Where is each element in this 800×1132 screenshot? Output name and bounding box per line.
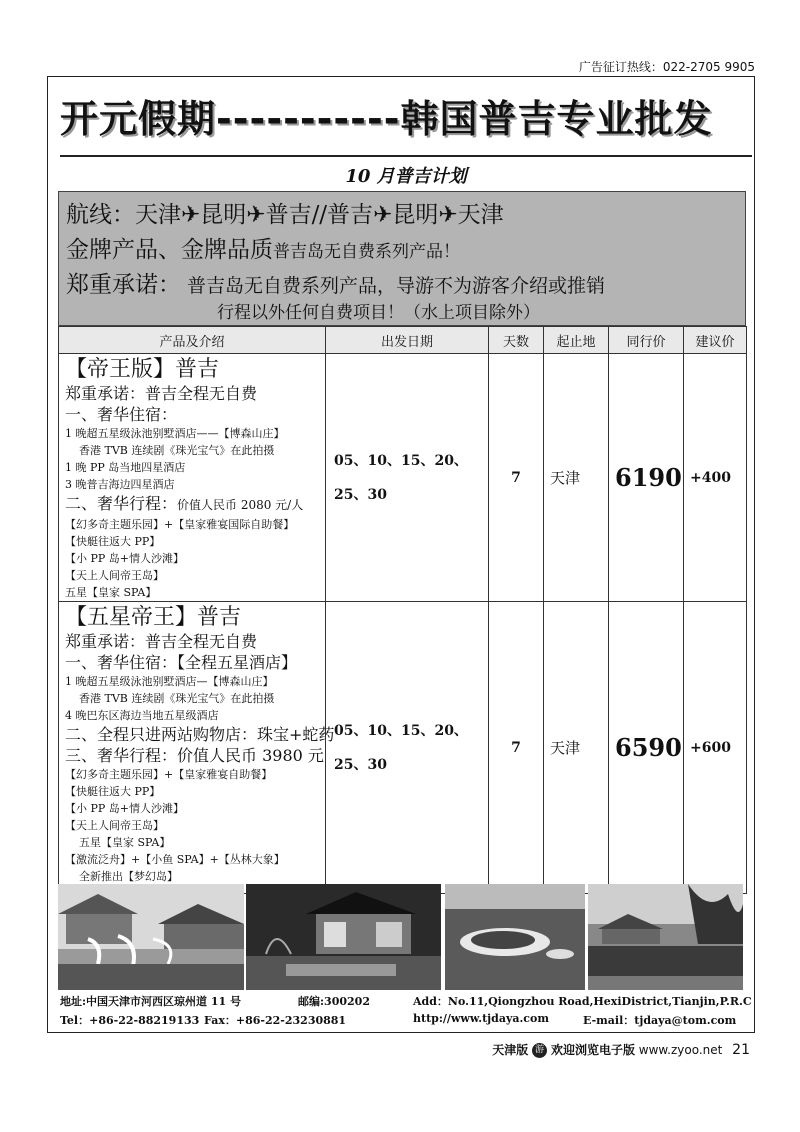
tour-line: 五星【皇家 SPA】 bbox=[65, 586, 157, 599]
dates-line: 25、30 bbox=[334, 486, 387, 503]
product-table bbox=[58, 326, 747, 894]
table-header-row bbox=[59, 327, 747, 354]
hotel-title: 一、奢华住宿：【全程五星酒店】 bbox=[65, 653, 298, 672]
page-footer-info bbox=[480, 1041, 750, 1058]
col-header-price: 同行价 bbox=[609, 327, 684, 354]
plane-icon: ✈ bbox=[438, 202, 458, 228]
price-cell: 6190 bbox=[609, 354, 684, 602]
welcome-text: 欢迎浏览电子版 bbox=[550, 1043, 635, 1057]
route-stop: 普吉//普吉 bbox=[265, 202, 374, 228]
product-promise: 郑重承诺：普吉全程无自费 bbox=[65, 384, 258, 403]
days-cell: 7 bbox=[489, 602, 544, 894]
origin-cell: 天津 bbox=[544, 602, 609, 894]
gold-product-line bbox=[66, 231, 460, 264]
tour-line: 【幻多奇主题乐园】+【皇家雅宴国际自助餐】 bbox=[65, 518, 295, 531]
edition-label: 天津版 bbox=[492, 1043, 529, 1057]
pool-fountain-image bbox=[58, 884, 244, 990]
tour-line: 【小 PP 岛+情人沙滩】 bbox=[65, 552, 185, 565]
detail-line: 香港 TVB 连续剧《珠光宝气》在此拍摄 bbox=[79, 444, 275, 457]
product-cell bbox=[59, 602, 335, 894]
col-header-dates: 出发日期 bbox=[326, 327, 489, 354]
hotel-title: 一、奢华住宿： bbox=[65, 405, 178, 424]
promise-label: 郑重承诺： bbox=[66, 272, 181, 298]
promise-text-1: 普吉岛无自费系列产品，导游不为游客介绍或推销 bbox=[187, 275, 606, 297]
title-divider bbox=[60, 155, 752, 157]
plane-icon: ✈ bbox=[373, 202, 393, 228]
col-header-origin: 起止地 bbox=[544, 327, 609, 354]
route-stop: 天津 bbox=[457, 202, 504, 228]
zyoo-logo-icon: 游 bbox=[532, 1043, 547, 1058]
product-name: 【帝王版】普吉 bbox=[65, 357, 220, 382]
gold-big-text: 金牌产品、金牌品质 bbox=[66, 237, 273, 263]
promise-line-2: 行程以外任何自费项目！（水上项目除外） bbox=[217, 303, 540, 323]
tour-title bbox=[65, 493, 321, 516]
resort-pool-photo bbox=[588, 884, 743, 990]
dates-cell bbox=[326, 602, 489, 894]
tour-line: 【快艇往返大 PP】 bbox=[65, 785, 161, 798]
plane-icon: ✈ bbox=[181, 202, 201, 228]
shop-line: 二、全程只进两站购物店：珠宝+蛇药 bbox=[65, 725, 335, 744]
resort-pool-image bbox=[588, 884, 743, 990]
route-stop: 昆明 bbox=[392, 202, 439, 228]
table-row bbox=[59, 354, 747, 602]
page-title: 开元假期-----------韩国普吉专业批发 bbox=[60, 97, 713, 141]
suggested-price-cell: +400 bbox=[684, 354, 747, 602]
website-link[interactable]: http://www.tjdaya.com bbox=[413, 1012, 549, 1025]
product-name: 【五星帝王】普吉 bbox=[65, 605, 242, 630]
route-line bbox=[66, 196, 504, 229]
tour-line: 五星【皇家 SPA】 bbox=[79, 836, 171, 849]
fax: Fax：+86-22-23230881 bbox=[204, 1014, 347, 1027]
island-aerial-photo bbox=[445, 884, 585, 990]
promise-line-1 bbox=[66, 266, 605, 299]
detail-line: 3 晚普吉海边四星酒店 bbox=[65, 478, 175, 491]
tour-line: 【小 PP 岛+情人沙滩】 bbox=[65, 802, 185, 815]
page-number: 21 bbox=[732, 1042, 750, 1058]
suggested-price-cell: +600 bbox=[684, 602, 747, 894]
col-header-suggested: 建议价 bbox=[684, 327, 747, 354]
origin-cell: 天津 bbox=[544, 354, 609, 602]
detail-line: 1 晚超五星级泳池别墅酒店——【博森山庄】 bbox=[65, 427, 285, 440]
plane-icon: ✈ bbox=[246, 202, 266, 228]
detail-line: 香港 TVB 连续剧《珠光宝气》在此拍摄 bbox=[79, 692, 275, 705]
island-aerial-image bbox=[445, 884, 585, 990]
site-link[interactable]: www.zyoo.net bbox=[638, 1043, 723, 1057]
tour-title-text: 二、奢华行程： bbox=[65, 494, 178, 513]
route-label: 航线： bbox=[66, 202, 135, 228]
days-cell: 7 bbox=[489, 354, 544, 602]
postcode: 邮编:300202 bbox=[298, 995, 370, 1008]
tour-line: 【快艇往返大 PP】 bbox=[65, 535, 161, 548]
product-promise: 郑重承诺：普吉全程无自费 bbox=[65, 632, 258, 651]
villa-night-image bbox=[246, 884, 441, 990]
route-stop: 昆明 bbox=[200, 202, 247, 228]
plan-subtitle: 10 月普吉计划 bbox=[345, 166, 467, 187]
table-row bbox=[59, 602, 747, 894]
dates-line: 05、10、15、20、 bbox=[334, 722, 468, 739]
product-cell bbox=[59, 354, 326, 602]
pool-fountain-photo bbox=[58, 884, 244, 990]
detail-line: 1 晚超五星级泳池别墅酒店—【博森山庄】 bbox=[65, 675, 274, 688]
villa-night-photo bbox=[246, 884, 441, 990]
detail-line: 1 晚 PP 岛当地四星酒店 bbox=[65, 461, 186, 474]
ad-hotline: 广告征订热线：022-2705 9905 bbox=[578, 60, 755, 74]
dates-line: 25、30 bbox=[334, 756, 387, 773]
tour-title: 三、奢华行程：价值人民币 3980 元 bbox=[65, 746, 324, 765]
tour-line: 【幻多奇主题乐园】+【皇家雅宴自助餐】 bbox=[65, 768, 273, 781]
gold-small-text: 普吉岛无自费系列产品！ bbox=[273, 242, 460, 262]
col-header-product: 产品及介绍 bbox=[59, 327, 326, 354]
price-cell: 6590 bbox=[609, 602, 684, 894]
address-cn: 地址:中国天津市河西区琼州道 11 号 bbox=[60, 995, 242, 1008]
col-header-days: 天数 bbox=[489, 327, 544, 354]
address-en: Add：No.11,Qiongzhou Road,HexiDistrict,Tianjin,P.R.C bbox=[413, 995, 752, 1008]
telephone: Tel：+86-22-88219133 bbox=[60, 1014, 200, 1027]
dates-line: 05、10、15、20、 bbox=[334, 452, 468, 469]
email-link[interactable]: E-mail：tjdaya@tom.com bbox=[583, 1014, 737, 1027]
tour-line: 全新推出【梦幻岛】 bbox=[79, 870, 178, 883]
detail-line: 4 晚巴东区海边当地五星级酒店 bbox=[65, 709, 219, 722]
tour-line: 【激流泛舟】+【小鱼 SPA】+【丛林大象】 bbox=[65, 853, 285, 866]
tour-note: 价值人民币 2080 元/人 bbox=[177, 498, 304, 512]
dates-cell bbox=[326, 354, 489, 602]
tour-line: 【天上人间帝王岛】 bbox=[65, 569, 164, 582]
route-stop: 天津 bbox=[135, 202, 181, 228]
tour-line: 【天上人间帝王岛】 bbox=[65, 819, 164, 832]
